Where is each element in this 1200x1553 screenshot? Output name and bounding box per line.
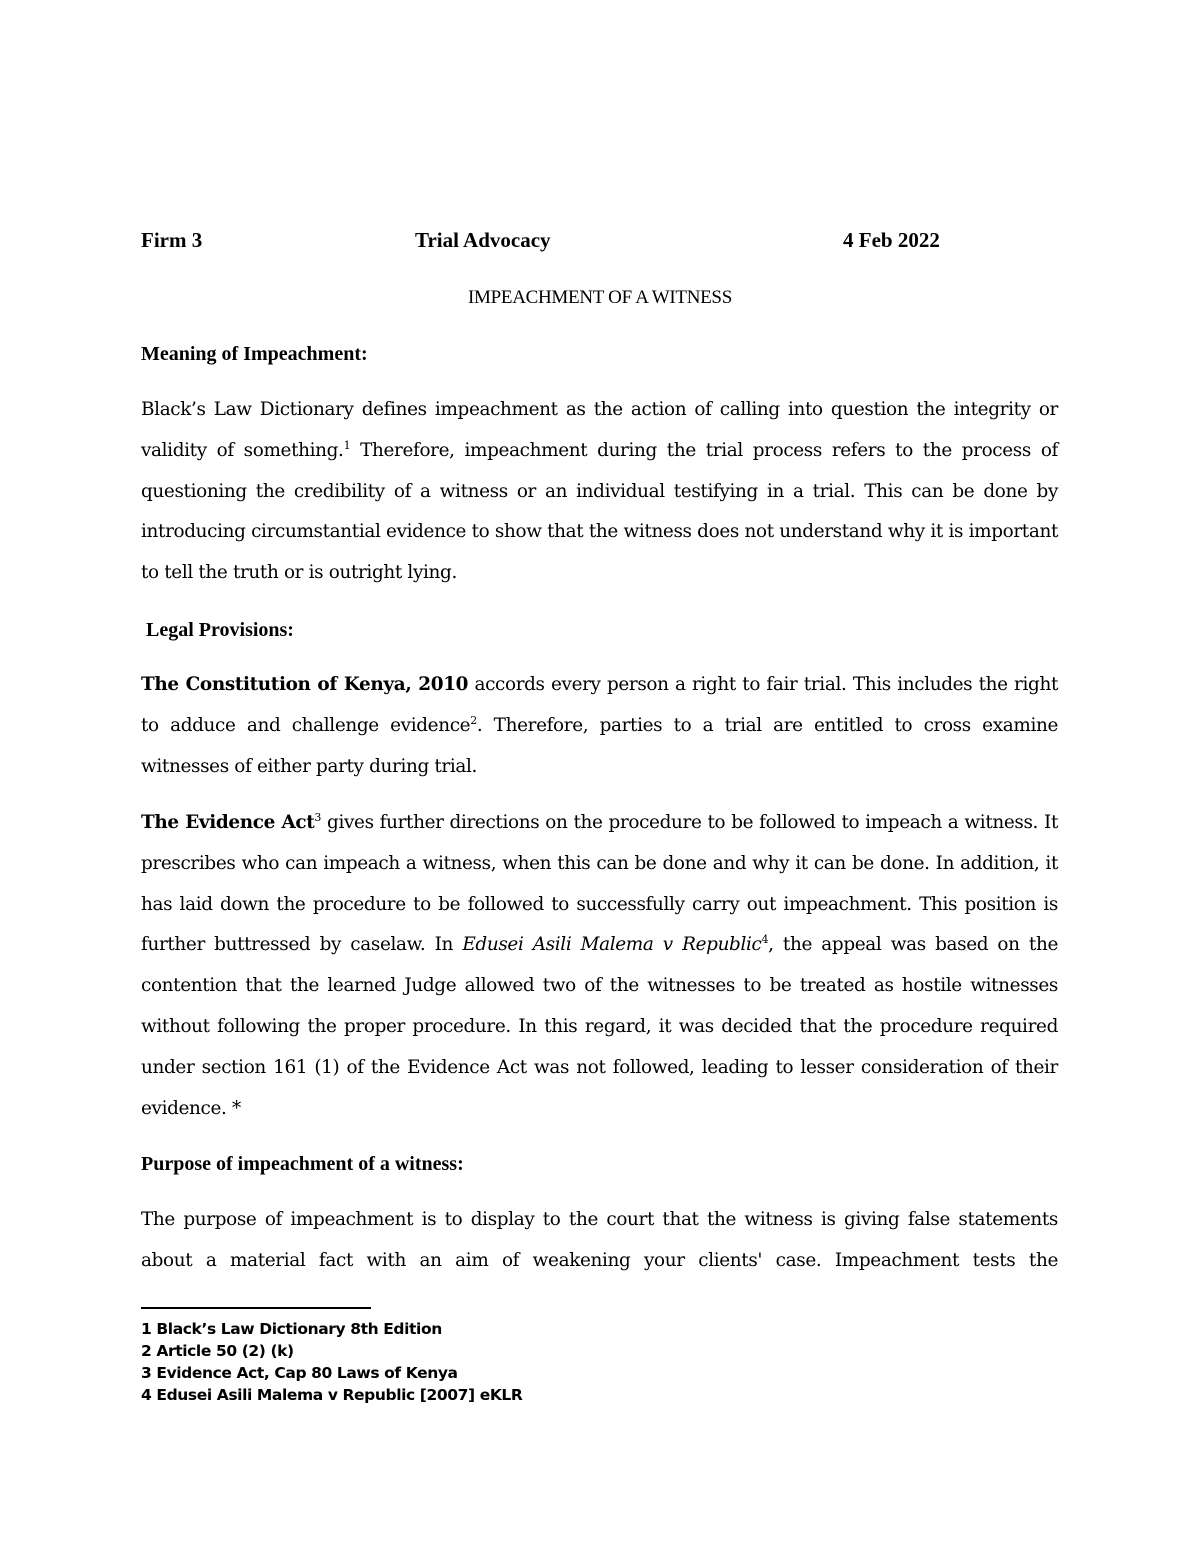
meaning-text-a: Black’s Law Dictionary defines impeachment as the action of calling into question the integrity or validity of something. xyxy=(141,399,1058,461)
footnote-3: 3 Evidence Act, Cap 80 Laws of Kenya xyxy=(141,1364,458,1382)
case-name: Edusei Asili Malema v Republic xyxy=(462,934,762,956)
footnote-ref-2: 2 xyxy=(470,713,477,727)
paragraph-evidence-act xyxy=(141,803,1058,1129)
constitution-text-b: . Therefore, parties to a trial are entitled to cross examine witnesses of either party during trial. xyxy=(141,714,1059,777)
footnote-separator xyxy=(141,1307,371,1309)
paragraph-meaning xyxy=(141,390,1058,594)
header-firm: Firm 3 xyxy=(141,228,203,252)
heading-purpose: Purpose of impeachment of a witness: xyxy=(141,1153,464,1175)
footnote-ref-4: 4 xyxy=(761,933,769,947)
footnote-4: 4 Edusei Asili Malema v Republic [2007] eKLR xyxy=(141,1386,523,1404)
footnote-1: 1 Black’s Law Dictionary 8th Edition xyxy=(141,1320,442,1338)
heading-legal-provisions: Legal Provisions: xyxy=(146,619,294,641)
heading-meaning: Meaning of Impeachment: xyxy=(141,343,368,365)
meaning-text-b: Therefore, impeachment during the trial process refers to the process of questioning the credibility of a witness or an individual testifying in a trial. This can be done by introducing circumstantial evidence to show that the witness does not understand why it is important to tell the truth or is outright lying. xyxy=(141,439,1059,584)
evidence-act-text-a: gives further directions on the procedure to be followed to impeach a witness. It prescribes who can impeach a witness, when this can be done and why it can be done. In addition, it has laid down the procedure to be followed to successfully carry out impeachment. This position is further buttressed by caselaw. In xyxy=(141,812,1058,956)
constitution-name: The Constitution of Kenya, 2010 xyxy=(141,674,469,695)
header-date: 4 Feb 2022 xyxy=(843,228,940,252)
footnote-ref-1: 1 xyxy=(343,438,351,452)
evidence-act-name: The Evidence Act xyxy=(141,812,315,833)
document-title: IMPEACHMENT OF A WITNESS xyxy=(468,287,732,308)
paragraph-purpose: The purpose of impeachment is to display to the court that the witness is giving false statements about a material fact with an aim of weakening your clients' case. Impeachment tests the xyxy=(141,1209,1058,1271)
footnotes xyxy=(141,1318,522,1406)
paragraph-constitution xyxy=(141,665,1058,787)
header-course: Trial Advocacy xyxy=(415,228,551,252)
evidence-act-text-b: , the appeal was based on the contention that the learned Judge allowed two of the witnesses to be treated as hostile witnesses without following the proper procedure. In this regard, it was decided that the procedure required under section 161 (1) of the Evidence Act was not followed, leading to lesser consideration of their evidence. * xyxy=(141,934,1059,1119)
footnote-2: 2 Article 50 (2) (k) xyxy=(141,1342,294,1360)
constitution-text-a: accords every person a right to fair trial. This includes the right to adduce and challenge evidence xyxy=(141,674,1058,736)
footnote-ref-3: 3 xyxy=(314,811,322,824)
